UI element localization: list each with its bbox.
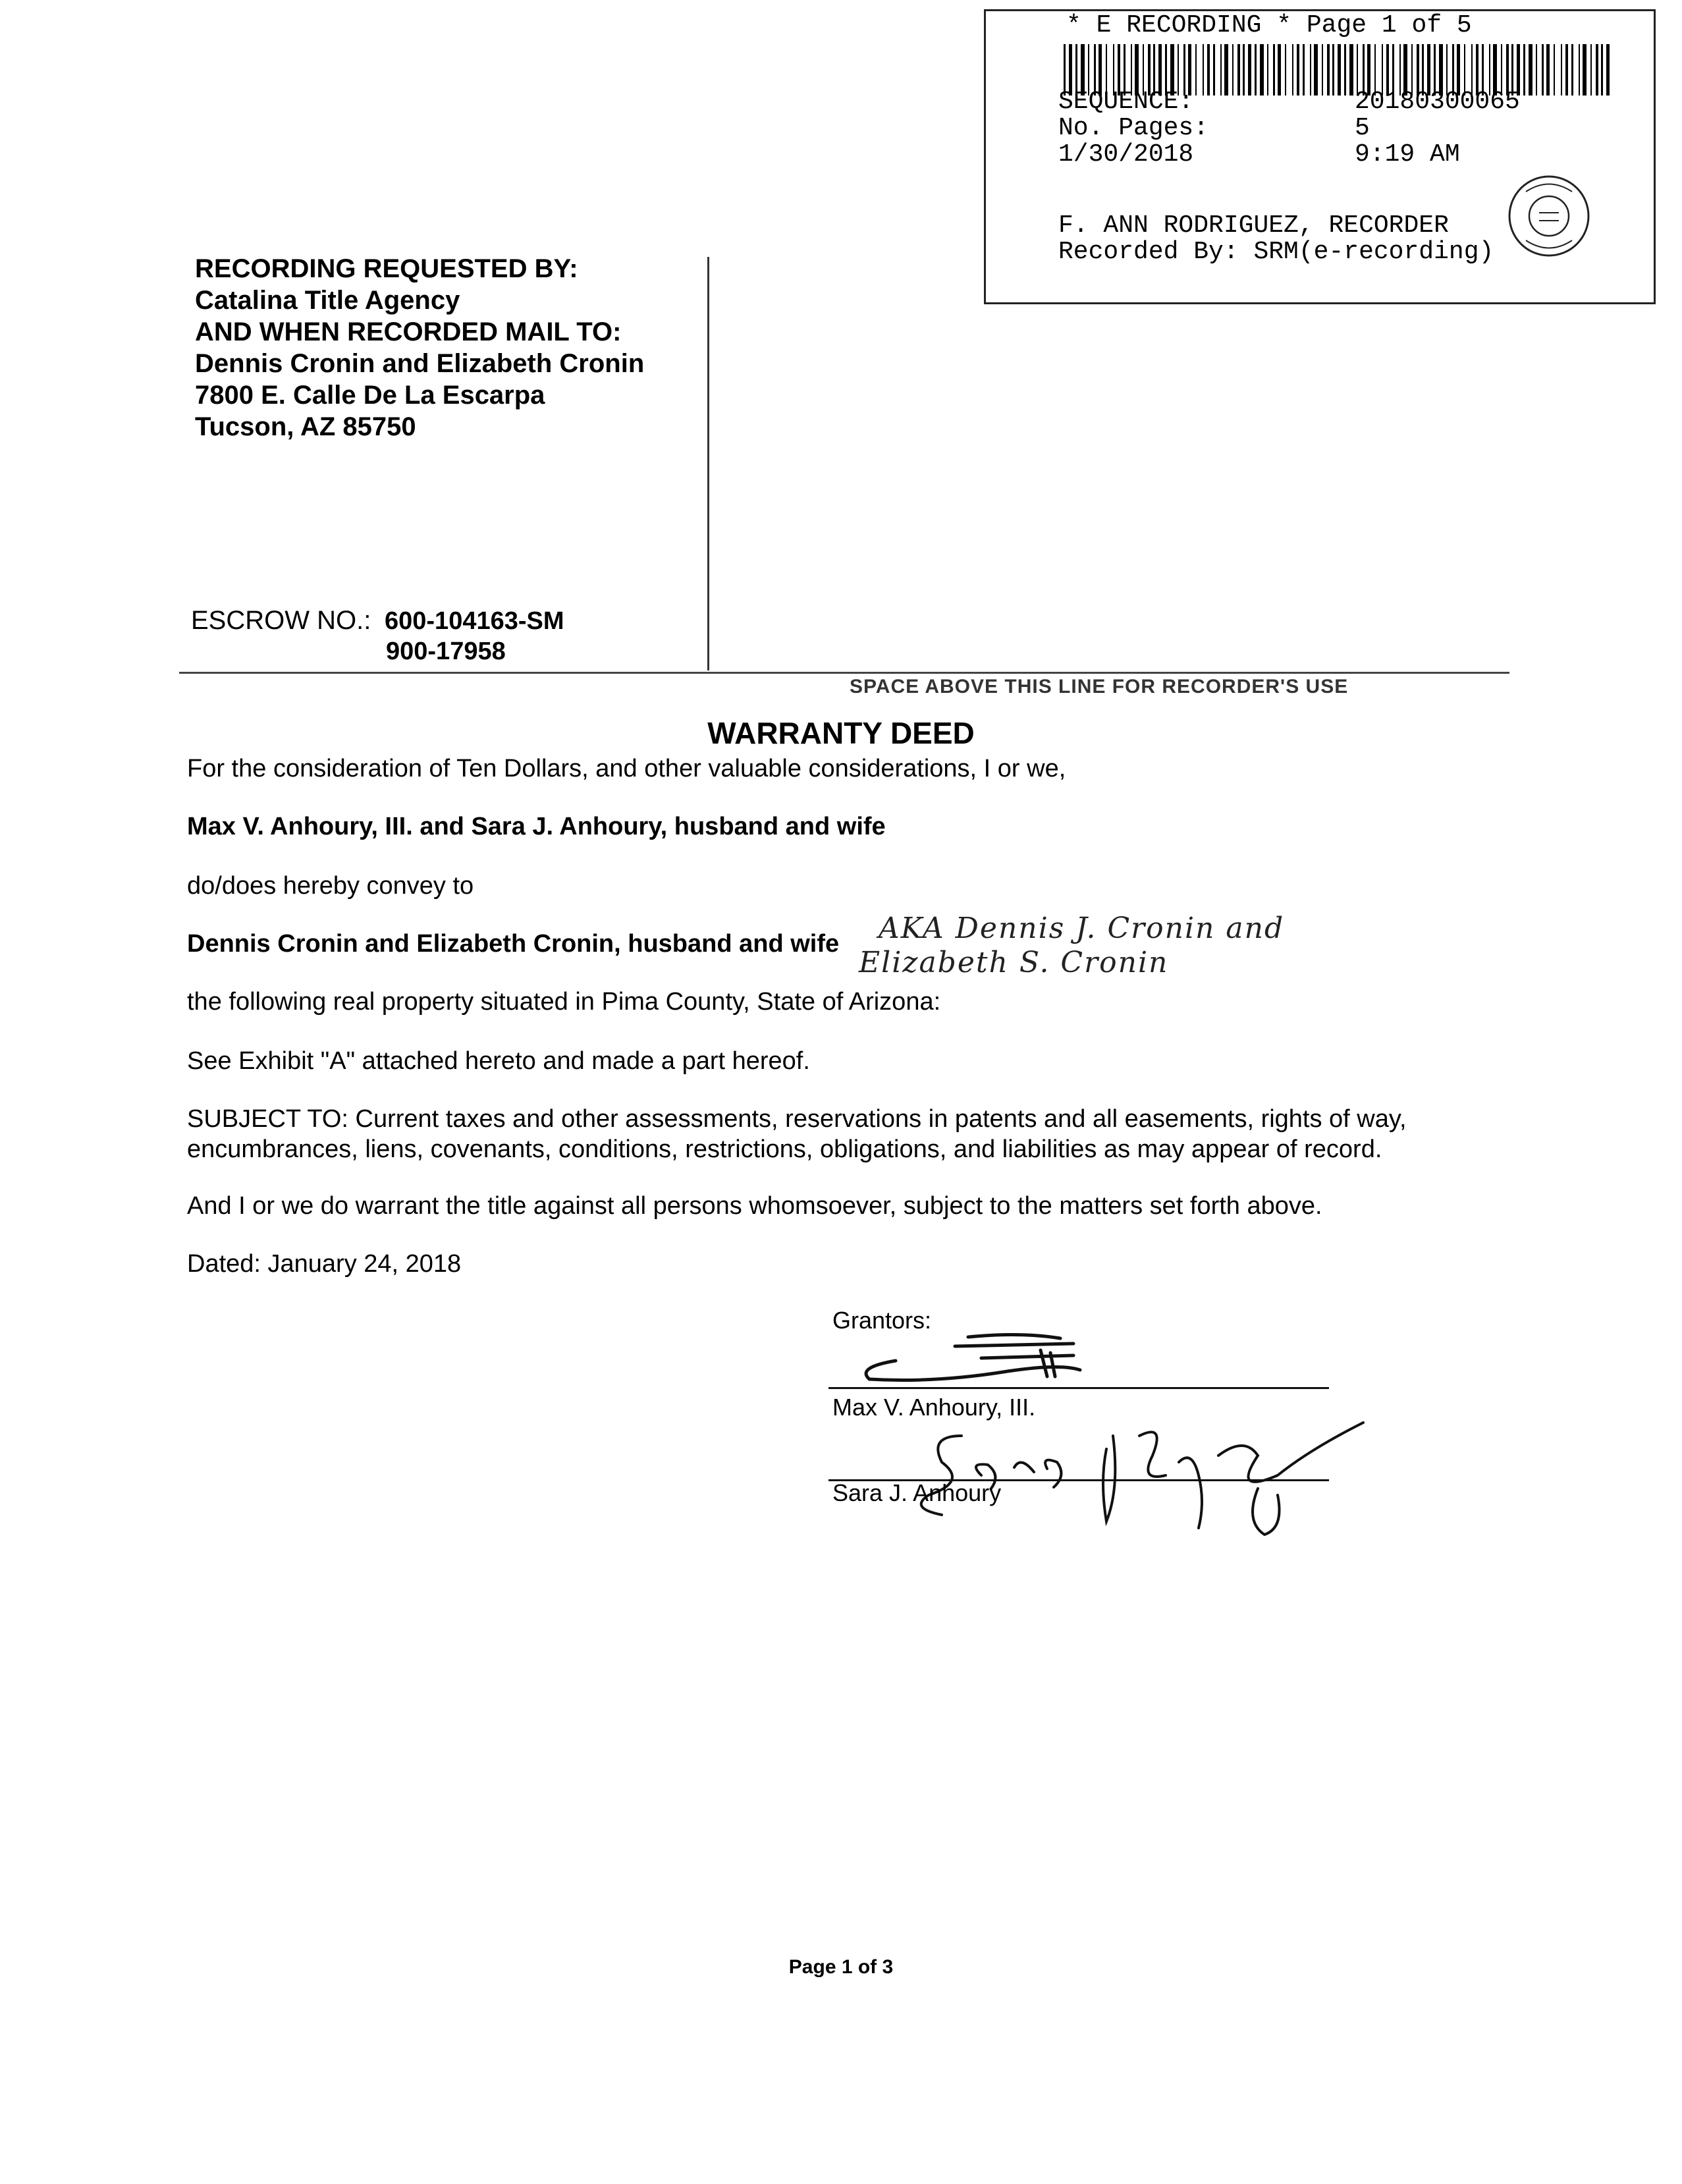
requested-by: Catalina Title Agency (195, 286, 460, 315)
convey-text: do/does hereby convey to (187, 872, 474, 900)
sequence-value: 20180300065 (1355, 88, 1520, 116)
mail-to-label: AND WHEN RECORDED MAIL TO: (195, 317, 622, 346)
recorder-use-note: SPACE ABOVE THIS LINE FOR RECORDER'S USE (850, 676, 1349, 697)
signature-1-scribble (843, 1324, 1172, 1396)
subject-to-2: encumbrances, liens, covenants, conditions, restrictions, obligations, and liabilities as may appear of record. (187, 1135, 1382, 1163)
record-date: 1/30/2018 (1058, 140, 1194, 169)
subject-to-1: SUBJECT TO: Current taxes and other assessments, reservations in patents and all easements, rights of way, (187, 1105, 1407, 1133)
exhibit-text: See Exhibit "A" attached hereto and made a part hereof. (187, 1047, 810, 1075)
recorder-name: F. ANN RODRIGUEZ, RECORDER (1058, 211, 1449, 240)
consideration: For the consideration of Ten Dollars, and other valuable considerations, I or we, (187, 755, 1066, 782)
stamp-header: * E RECORDING * Page 1 of 5 (1066, 11, 1472, 40)
requested-by-label: RECORDING REQUESTED BY: (195, 254, 578, 283)
county-seal-icon (1506, 173, 1592, 259)
escrow-number-2: 900-17958 (386, 638, 506, 665)
grantee-names: Dennis Cronin and Elizabeth Cronin, husband and wife (187, 930, 840, 958)
escrow-number-1: 600-104163-SM (385, 607, 564, 635)
signer-2-name: Sara J. Anhoury (832, 1479, 1002, 1506)
recorder-line (179, 672, 1509, 674)
warrant-text: And I or we do warrant the title against all persons whomsoever, subject to the matters set forth above. (187, 1192, 1322, 1220)
escrow-label: ESCROW NO.: (191, 606, 371, 635)
signer-1-name: Max V. Anhoury, III. (832, 1394, 1036, 1421)
pages-label: No. Pages: (1058, 114, 1209, 142)
grantor-names: Max V. Anhoury, III. and Sara J. Anhoury, husband and wife (187, 813, 886, 840)
grantors-label: Grantors: (832, 1307, 932, 1334)
mail-to-name: Dennis Cronin and Elizabeth Cronin (195, 349, 645, 378)
mail-to-street: 7800 E. Calle De La Escarpa (195, 381, 545, 410)
dated-text: Dated: January 24, 2018 (187, 1250, 462, 1278)
page-number: Page 1 of 3 (788, 1956, 894, 1978)
pages-value: 5 (1355, 114, 1370, 142)
recorded-by: Recorded By: SRM(e-recording) (1058, 238, 1494, 266)
signature-line-1 (828, 1387, 1329, 1389)
sequence-label: SEQUENCE: (1058, 88, 1194, 116)
header-divider (707, 257, 709, 670)
aka-handwriting-2: Elizabeth S. Cronin (859, 946, 1169, 979)
property-text: the following real property situated in Pima County, State of Arizona: (187, 988, 941, 1016)
record-time: 9:19 AM (1355, 140, 1460, 169)
recorder-stamp (984, 9, 1656, 304)
aka-handwriting-1: AKA Dennis J. Cronin and (879, 912, 1285, 945)
signature-2-scribble (889, 1409, 1376, 1541)
mail-to-city: Tucson, AZ 85750 (195, 412, 416, 441)
deed-title: WARRANTY DEED (707, 716, 975, 750)
